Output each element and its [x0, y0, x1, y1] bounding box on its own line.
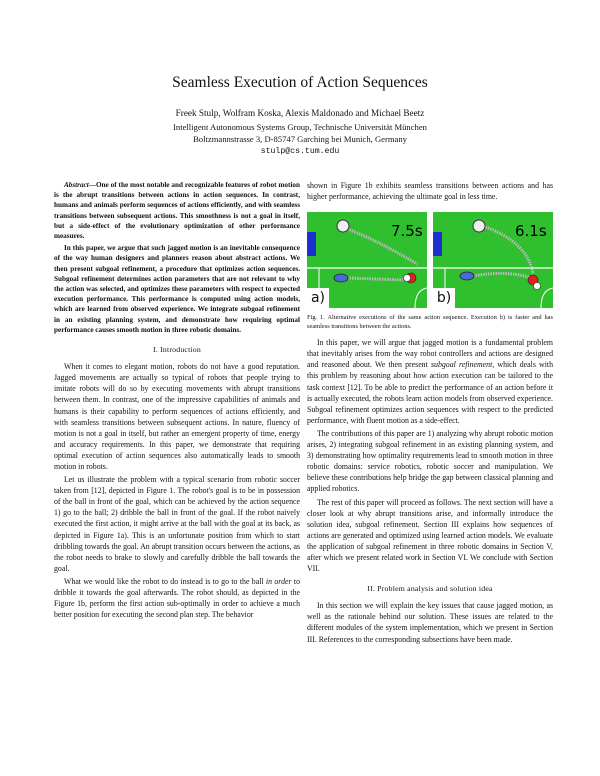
intro-paragraph-3: What we would like the robot to do instead is to go to the ball in order to dribble it towards the goal afterwards. The robot should, as depicted in the Figure 1b, perform the first action sub-optimally in order to achieve a much better position for executing the second plan step. The behavior	[54, 576, 300, 620]
figure-b-label: b)	[433, 288, 455, 308]
figure-1	[307, 212, 553, 308]
abstract-label: Abstract	[64, 181, 89, 189]
right-paragraph-2: The contributions of this paper are 1) analyzing why abrupt robotic motion arises, 2) integrating subgoal refinement in an existing planning system, and 3) demonstrating how optimality requirements lead to smooth motion in three robotic domains: service robotics, robotic soccer and manipulation. We believe these contributions help bridge the gap between classical planning and applied robotics.	[307, 428, 553, 494]
section-2-heading: II. Problem analysis and solution idea	[367, 584, 493, 594]
abstract-paragraph-2: In this paper, we argue that such jagged motion is an inevitable consequence of the way human designers and planners reason about abstract actions. We then present subgoal refinement, a procedure that optimizes action sequences. Subgoal refinement determines action parameters that are not relevant to why the action was selected, and optimizes these parameters with respect to expected execution performance. This performance is computed using action models, which are learned from observed experience. We integrate subgoal refinement in an existing planning system, and demonstrate how requiring optimal performance causes smooth motion in three robotic domains.	[54, 244, 300, 334]
right-paragraph-3: The rest of this paper will proceed as follows. The next section will have a closer look at why abrupt transitions arise, and informally introduce the solution idea, subgoal refinement. Section III explains how sequences of actions are generated and optimized using learned action models. We evaluate the application of subgoal refinement in three robotic domains in Section V, after which we present related work in Section VI. We conclude with Section VII.	[307, 497, 553, 574]
email: stulp@cs.tum.edu	[260, 147, 340, 156]
right-column	[307, 180, 553, 647]
right-paragraph-1: In this paper, we will argue that jagged motion is a fundamental problem that inevitably arises from the way robot controllers and actions are designed and reasoned about. We then present subgoal refinement, which deals with this problem by reasoning about how action execution can be tailored to the task context [12]. To be able to predict the performance of an action before it is actually executed, the robots learn action models from observed experience. Subgoal refinement optimizes action sequences with respect to the predicted performance, with fluent motion as a side-effect.	[307, 338, 554, 425]
figure-panel-b	[433, 212, 553, 308]
figure-a-label: a)	[307, 288, 329, 308]
intro-paragraph-2: Let us illustrate the problem with a typical scenario from robotic soccer taken from [12], depicted in Figure 1. The robot's goal is to be in possession of the ball in front of the goal, which can be achieved by the action sequence 1) go to the ball; 2) dribble the ball in front of the goal. If the robot naively executed the first action, it might arrive at the ball with the goal at its back, as depicted in Figure 1a). This is an unfortunate position from which to start dribbling towards the goal. An abrupt transition occurs between the actions, as the robot needs to brake to slowly and carefully dribble the ball towards the goal.	[54, 475, 300, 573]
right-paragraph-4: In this section we will explain the key issues that cause jagged motion, as well as the rationale behind our solution. These issues are related to the different modules of the system implementation, which we present in Section III. References to the corresponding subsections have been made.	[307, 601, 553, 644]
figure-a-time: 7.5s	[391, 222, 423, 241]
section-1-heading: I. Introduction	[152, 345, 202, 355]
right-paragraph-0: shown in Figure 1b exhibits seamless transitions between actions and has higher performance, achieving the ultimate goal in less time.	[307, 181, 553, 202]
paper-title: Seamless Execution of Action Sequences	[172, 74, 428, 91]
abstract	[54, 180, 300, 335]
authors: Freek Stulp, Wolfram Koska, Alexis Maldonado and Michael Beetz	[175, 108, 425, 118]
affiliation-line-1: Intelligent Autonomous Systems Group, Technische Universität München	[173, 122, 427, 132]
left-column	[54, 180, 300, 622]
figure-caption: Fig. 1. Alternative executions of the same action sequence. Execution b) is faster and has seamless transitions between the actions.	[307, 314, 553, 330]
abstract-paragraph-1: Abstract—One of the most notable and recognizable features of robot motion is the abrupt transitions between actions in action sequences. In contrast, humans and animals perform sequences of actions efficiently, and with seamless transitions between subsequent actions. This smoothness is not a goal in itself, but a side-effect of the evolutionary optimization of other performance measures.	[54, 181, 300, 241]
figure-b-time: 6.1s	[515, 222, 547, 241]
affiliation-line-2: Boltzmannstrasse 3, D-85747 Garching bei Munich, Germany	[193, 134, 407, 144]
figure-panel-a	[307, 212, 427, 308]
intro-paragraph-1: When it comes to elegant motion, robots do not have a good reputation. Jagged movements are actually so typical of robots that people trying to imitate robots will do so by executing movements with abrupt transitions between them. In contrast, one of the impressive capabilities of animals and humans is their capability to perform sequences of actions efficiently, and with seamless transitions between subsequent actions. In nature, fluency of motion is not a goal in itself, but rather an emergent property of time, energy and accuracy requirements. In this paper, we demonstrate that requiring optimal execution of action sequences also automatically leads to smooth motion in robots.	[54, 362, 300, 471]
